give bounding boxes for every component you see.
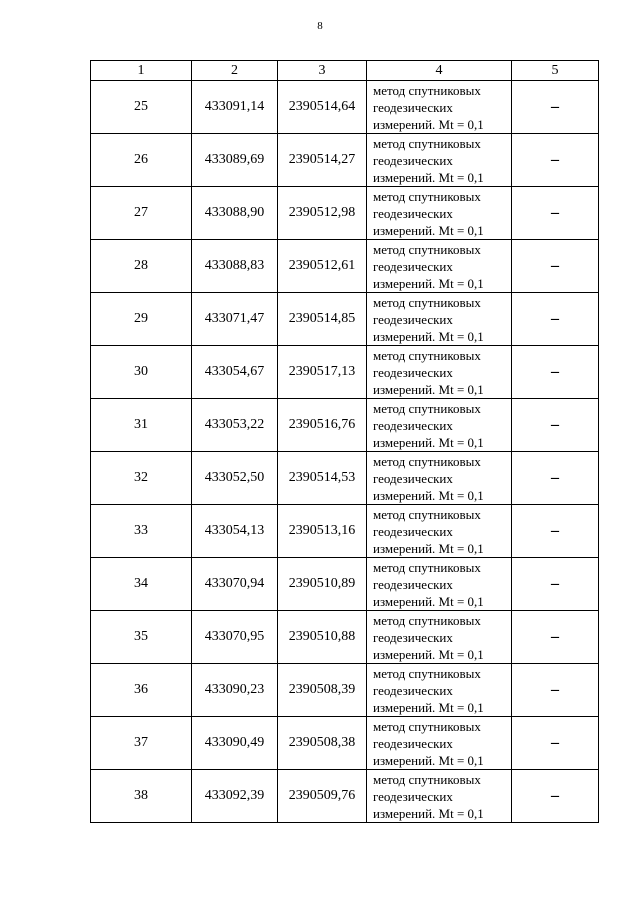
method-line: геодезических — [373, 682, 453, 698]
table-row — [91, 770, 599, 823]
table-row — [91, 134, 599, 187]
coordinate-x-cell: 433070,95 — [192, 611, 278, 664]
point-number-cell: 38 — [91, 770, 192, 823]
coordinate-y-cell: 2390508,38 — [278, 717, 367, 770]
method-cell — [367, 770, 512, 823]
method-line: измерений. Mt = 0,1 — [373, 381, 484, 397]
coordinate-y-cell: 2390513,16 — [278, 505, 367, 558]
method-line: измерений. Mt = 0,1 — [373, 593, 484, 609]
coordinate-y-cell: 2390514,64 — [278, 81, 367, 134]
method-line: измерений. Mt = 0,1 — [373, 487, 484, 503]
header-col-5: 5 — [512, 61, 599, 81]
coordinate-x-cell: 433090,23 — [192, 664, 278, 717]
method-cell — [367, 505, 512, 558]
column-5-cell: – — [512, 770, 599, 823]
point-number-cell: 35 — [91, 611, 192, 664]
coordinate-x-cell: 433088,83 — [192, 240, 278, 293]
point-number-cell: 25 — [91, 81, 192, 134]
method-line: геодезических — [373, 523, 453, 539]
column-5-cell: – — [512, 134, 599, 187]
column-5-cell: – — [512, 452, 599, 505]
method-line: метод спутниковых — [373, 506, 481, 522]
point-number-cell: 30 — [91, 346, 192, 399]
coordinate-y-cell: 2390512,98 — [278, 187, 367, 240]
method-line: геодезических — [373, 364, 453, 380]
column-5-cell: – — [512, 558, 599, 611]
method-line: метод спутниковых — [373, 771, 481, 787]
method-cell — [367, 346, 512, 399]
coordinate-y-cell: 2390512,61 — [278, 240, 367, 293]
method-line: метод спутниковых — [373, 347, 481, 363]
table-row — [91, 611, 599, 664]
method-line: измерений. Mt = 0,1 — [373, 646, 484, 662]
page-number: 8 — [317, 20, 323, 32]
table-row — [91, 81, 599, 134]
method-cell — [367, 293, 512, 346]
method-line: метод спутниковых — [373, 400, 481, 416]
method-cell — [367, 240, 512, 293]
coordinate-x-cell: 433089,69 — [192, 134, 278, 187]
table-row — [91, 240, 599, 293]
method-line: измерений. Mt = 0,1 — [373, 540, 484, 556]
column-5-cell: – — [512, 717, 599, 770]
method-line: метод спутниковых — [373, 718, 481, 734]
column-5-cell: – — [512, 187, 599, 240]
coordinate-y-cell: 2390516,76 — [278, 399, 367, 452]
point-number-cell: 31 — [91, 399, 192, 452]
table-body — [91, 81, 599, 823]
table-header — [91, 61, 599, 81]
header-row — [91, 61, 599, 81]
column-5-cell: – — [512, 505, 599, 558]
method-line: измерений. Mt = 0,1 — [373, 699, 484, 715]
method-cell — [367, 664, 512, 717]
method-line: метод спутниковых — [373, 241, 481, 257]
method-line: метод спутниковых — [373, 559, 481, 575]
point-number-cell: 36 — [91, 664, 192, 717]
table-row — [91, 664, 599, 717]
method-line: геодезических — [373, 152, 453, 168]
method-line: измерений. Mt = 0,1 — [373, 752, 484, 768]
method-line: метод спутниковых — [373, 665, 481, 681]
coordinate-x-cell: 433053,22 — [192, 399, 278, 452]
method-line: геодезических — [373, 99, 453, 115]
coordinate-y-cell: 2390514,85 — [278, 293, 367, 346]
method-line: геодезических — [373, 311, 453, 327]
method-line: метод спутниковых — [373, 612, 481, 628]
header-col-4: 4 — [367, 61, 512, 81]
coordinate-y-cell: 2390510,89 — [278, 558, 367, 611]
method-line: измерений. Mt = 0,1 — [373, 116, 484, 132]
method-line: геодезических — [373, 735, 453, 751]
coordinate-y-cell: 2390509,76 — [278, 770, 367, 823]
table-row — [91, 399, 599, 452]
coordinate-x-cell: 433054,67 — [192, 346, 278, 399]
coordinate-x-cell: 433052,50 — [192, 452, 278, 505]
method-line: измерений. Mt = 0,1 — [373, 275, 484, 291]
coordinate-y-cell: 2390514,27 — [278, 134, 367, 187]
point-number-cell: 32 — [91, 452, 192, 505]
coordinate-x-cell: 433091,14 — [192, 81, 278, 134]
method-cell — [367, 399, 512, 452]
method-line: измерений. Mt = 0,1 — [373, 434, 484, 450]
table-row — [91, 187, 599, 240]
column-5-cell: – — [512, 346, 599, 399]
method-line: геодезических — [373, 205, 453, 221]
method-line: геодезических — [373, 629, 453, 645]
column-5-cell: – — [512, 81, 599, 134]
column-5-cell: – — [512, 611, 599, 664]
coordinate-x-cell: 433092,39 — [192, 770, 278, 823]
point-number-cell: 34 — [91, 558, 192, 611]
method-line: метод спутниковых — [373, 82, 481, 98]
column-5-cell: – — [512, 240, 599, 293]
column-5-cell: – — [512, 664, 599, 717]
coordinate-x-cell: 433088,90 — [192, 187, 278, 240]
method-line: измерений. Mt = 0,1 — [373, 169, 484, 185]
table-row — [91, 558, 599, 611]
method-line: метод спутниковых — [373, 294, 481, 310]
table-row — [91, 346, 599, 399]
method-line: геодезических — [373, 788, 453, 804]
point-number-cell: 37 — [91, 717, 192, 770]
header-col-1: 1 — [91, 61, 192, 81]
method-line: геодезических — [373, 470, 453, 486]
method-cell — [367, 452, 512, 505]
method-line: метод спутниковых — [373, 135, 481, 151]
table-row — [91, 717, 599, 770]
coordinate-x-cell: 433070,94 — [192, 558, 278, 611]
method-line: метод спутниковых — [373, 453, 481, 469]
method-cell — [367, 134, 512, 187]
coordinate-x-cell: 433090,49 — [192, 717, 278, 770]
point-number-cell: 26 — [91, 134, 192, 187]
coordinate-x-cell: 433054,13 — [192, 505, 278, 558]
method-line: геодезических — [373, 258, 453, 274]
coordinate-y-cell: 2390510,88 — [278, 611, 367, 664]
column-5-cell: – — [512, 293, 599, 346]
method-line: геодезических — [373, 417, 453, 433]
coordinate-y-cell: 2390508,39 — [278, 664, 367, 717]
table-row — [91, 293, 599, 346]
coordinates-table — [90, 60, 599, 823]
table-row — [91, 452, 599, 505]
method-line: измерений. Mt = 0,1 — [373, 805, 484, 821]
method-cell — [367, 81, 512, 134]
point-number-cell: 33 — [91, 505, 192, 558]
method-cell — [367, 717, 512, 770]
point-number-cell: 28 — [91, 240, 192, 293]
method-cell — [367, 558, 512, 611]
method-line: измерений. Mt = 0,1 — [373, 222, 484, 238]
coordinate-x-cell: 433071,47 — [192, 293, 278, 346]
header-col-2: 2 — [192, 61, 278, 81]
table-row — [91, 505, 599, 558]
method-line: измерений. Mt = 0,1 — [373, 328, 484, 344]
column-5-cell: – — [512, 399, 599, 452]
method-cell — [367, 611, 512, 664]
header-col-3: 3 — [278, 61, 367, 81]
coordinate-y-cell: 2390517,13 — [278, 346, 367, 399]
point-number-cell: 27 — [91, 187, 192, 240]
point-number-cell: 29 — [91, 293, 192, 346]
method-cell — [367, 187, 512, 240]
method-line: геодезических — [373, 576, 453, 592]
method-line: метод спутниковых — [373, 188, 481, 204]
coordinate-y-cell: 2390514,53 — [278, 452, 367, 505]
